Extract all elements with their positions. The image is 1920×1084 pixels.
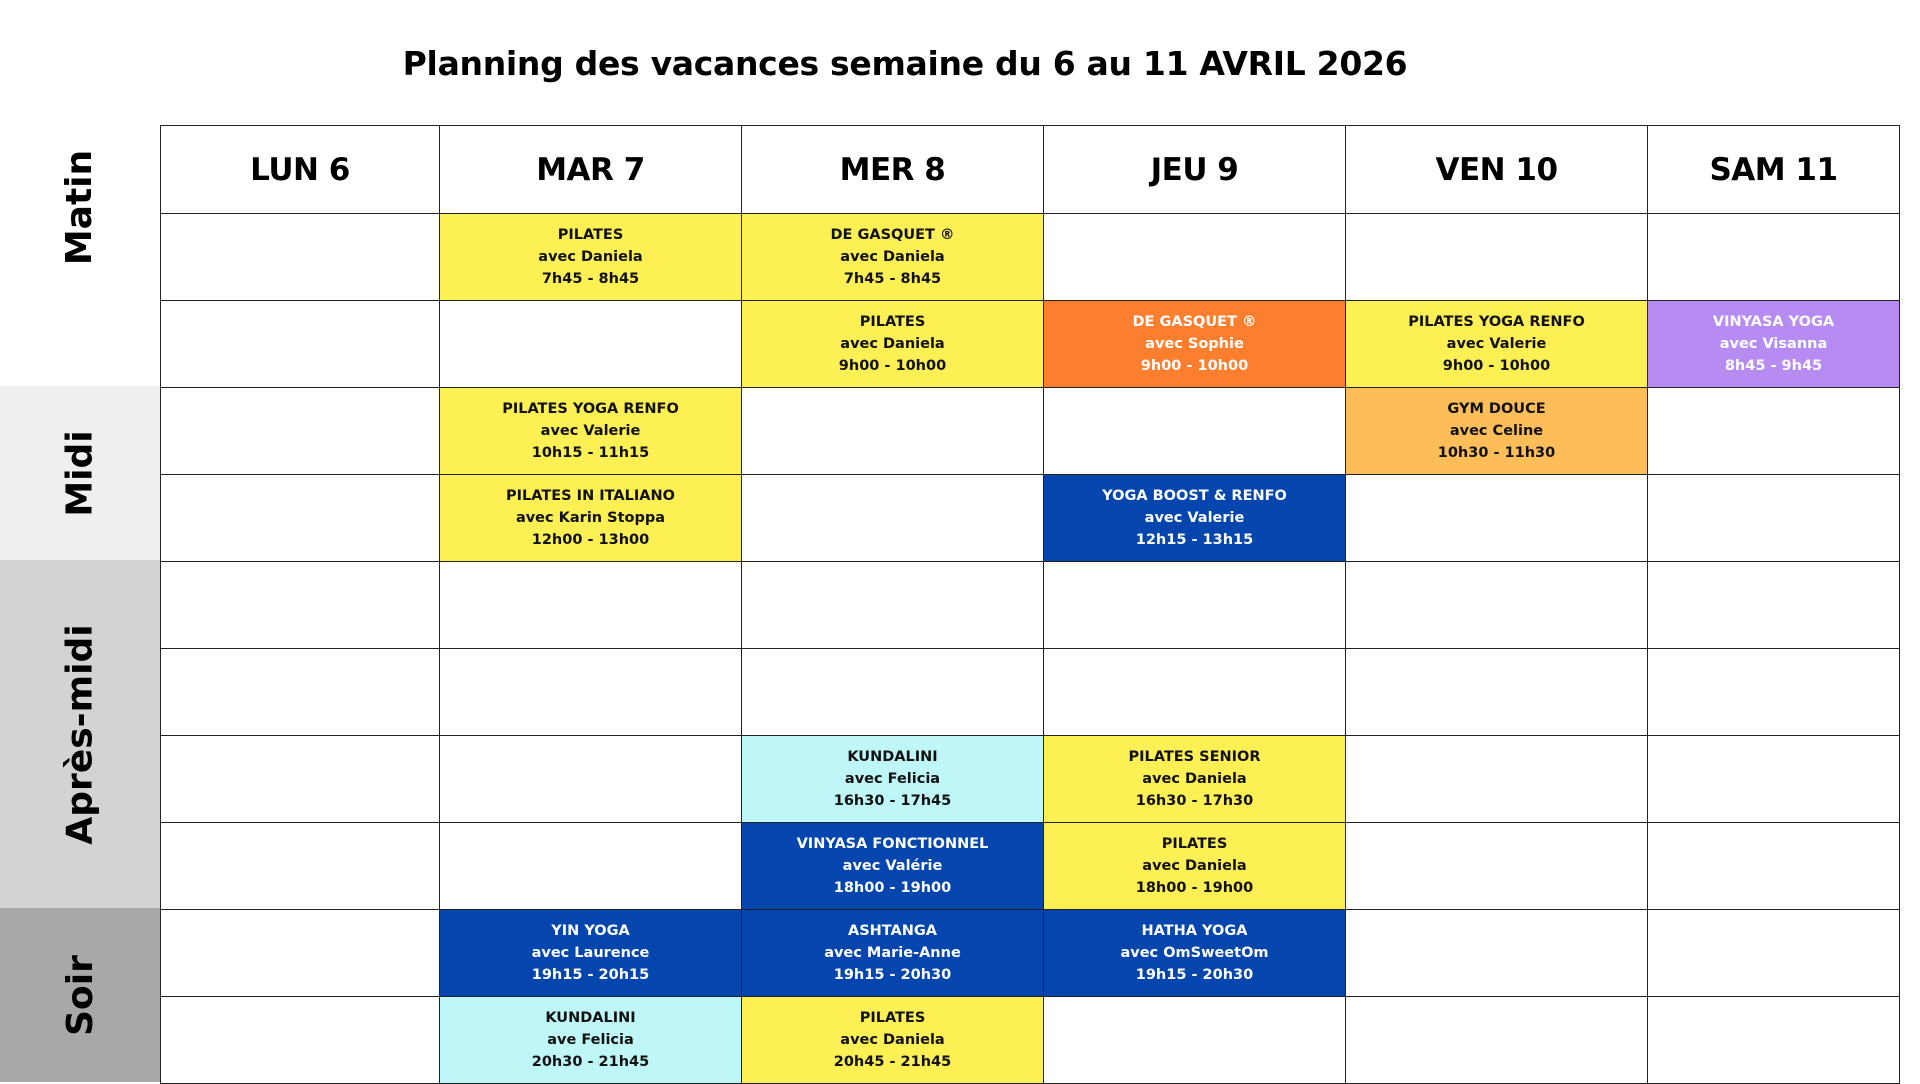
class-cell[interactable] — [742, 823, 1044, 910]
class-teacher: avec Daniela — [840, 1032, 945, 1048]
class-teacher: avec Visanna — [1719, 336, 1828, 352]
class-cell[interactable] — [1044, 301, 1346, 388]
period-band — [0, 0, 160, 386]
time-slot-row — [161, 562, 1900, 649]
empty-cell — [1346, 562, 1648, 649]
period-band — [0, 386, 160, 560]
class-name: YOGA BOOST & RENFO — [1102, 488, 1287, 504]
class-teacher: avec Valérie — [842, 858, 943, 874]
class-time: 10h15 - 11h15 — [531, 445, 650, 461]
empty-cell — [1346, 823, 1648, 910]
class-time: 9h00 - 10h00 — [1140, 358, 1249, 374]
class-time: 12h00 - 13h00 — [531, 532, 650, 548]
class-name: PILATES IN ITALIANO — [506, 488, 675, 504]
class-time: 20h30 - 21h45 — [531, 1054, 650, 1070]
class-teacher: avec Daniela — [1142, 858, 1247, 874]
class-name: KUNDALINI — [847, 749, 938, 765]
empty-cell — [742, 388, 1044, 475]
page-title: Planning des vacances semaine du 6 au 11 AVRIL 2026 — [402, 44, 1408, 83]
empty-cell — [742, 475, 1044, 562]
class-cell[interactable] — [440, 910, 742, 997]
empty-cell — [1044, 649, 1346, 736]
empty-cell — [440, 823, 742, 910]
day-header-lun: LUN 6 — [161, 126, 440, 214]
class-time: 18h00 - 19h00 — [1135, 880, 1254, 896]
empty-cell — [161, 388, 440, 475]
class-time: 12h15 - 13h15 — [1135, 532, 1254, 548]
period-band — [0, 908, 160, 1082]
empty-cell — [1648, 823, 1900, 910]
empty-cell — [440, 301, 742, 388]
class-cell[interactable] — [742, 910, 1044, 997]
class-teacher: ave Felicia — [547, 1032, 634, 1048]
class-teacher: avec Laurence — [531, 945, 650, 961]
class-cell[interactable] — [1044, 910, 1346, 997]
empty-cell — [161, 997, 440, 1084]
class-teacher: avec Valerie — [1446, 336, 1547, 352]
class-teacher: avec Daniela — [840, 249, 945, 265]
class-name: VINYASA YOGA — [1712, 314, 1835, 330]
time-slot-row — [161, 910, 1900, 997]
empty-cell — [1346, 649, 1648, 736]
class-cell[interactable] — [440, 214, 742, 301]
class-name: PILATES — [859, 1010, 926, 1026]
empty-cell — [1648, 562, 1900, 649]
schedule-body — [161, 214, 1900, 1084]
time-slot-row — [161, 997, 1900, 1084]
class-cell[interactable] — [440, 997, 742, 1084]
class-teacher: avec Karin Stoppa — [515, 510, 666, 526]
period-label: Soir — [59, 954, 101, 1036]
class-cell[interactable] — [440, 475, 742, 562]
class-name: DE GASQUET ® — [830, 227, 955, 243]
class-teacher: avec Celine — [1449, 423, 1544, 439]
class-name: YIN YOGA — [551, 923, 630, 939]
empty-cell — [1346, 997, 1648, 1084]
day-header-jeu: JEU 9 — [1044, 126, 1346, 214]
empty-cell — [440, 649, 742, 736]
class-cell[interactable] — [1648, 301, 1900, 388]
class-cell[interactable] — [1346, 388, 1648, 475]
empty-cell — [161, 214, 440, 301]
empty-cell — [161, 823, 440, 910]
empty-cell — [1346, 910, 1648, 997]
class-teacher: avec Sophie — [1145, 336, 1244, 352]
class-cell[interactable] — [742, 736, 1044, 823]
empty-cell — [742, 562, 1044, 649]
empty-cell — [440, 562, 742, 649]
empty-cell — [1346, 214, 1648, 301]
empty-cell — [1648, 214, 1900, 301]
class-teacher: avec Daniela — [840, 336, 945, 352]
day-header-mer: MER 8 — [742, 126, 1044, 214]
time-slot-row — [161, 649, 1900, 736]
class-cell[interactable] — [1044, 736, 1346, 823]
class-time: 20h45 - 21h45 — [833, 1054, 952, 1070]
class-time: 7h45 - 8h45 — [843, 271, 942, 287]
class-time: 19h15 - 20h30 — [1135, 967, 1254, 983]
empty-cell — [1346, 475, 1648, 562]
time-slot-row — [161, 475, 1900, 562]
class-name: PILATES YOGA RENFO — [1408, 314, 1585, 330]
class-time: 19h15 - 20h30 — [833, 967, 952, 983]
day-header-mar: MAR 7 — [440, 126, 742, 214]
class-time: 16h30 - 17h30 — [1135, 793, 1254, 809]
time-slot-row — [161, 736, 1900, 823]
class-cell[interactable] — [1044, 475, 1346, 562]
empty-cell — [1044, 388, 1346, 475]
empty-cell — [1648, 649, 1900, 736]
empty-cell — [1648, 736, 1900, 823]
empty-cell — [1044, 214, 1346, 301]
empty-cell — [161, 562, 440, 649]
class-name: PILATES SENIOR — [1128, 749, 1261, 765]
class-cell[interactable] — [1044, 823, 1346, 910]
class-name: VINYASA FONCTIONNEL — [796, 836, 989, 852]
time-slot-row — [161, 823, 1900, 910]
class-time: 18h00 - 19h00 — [833, 880, 952, 896]
empty-cell — [161, 649, 440, 736]
day-header-row — [161, 126, 1900, 214]
class-time: 16h30 - 17h45 — [833, 793, 952, 809]
class-time: 9h00 - 10h00 — [1442, 358, 1551, 374]
class-name: ASHTANGA — [847, 923, 938, 939]
class-time: 9h00 - 10h00 — [838, 358, 947, 374]
class-teacher: avec Valerie — [1144, 510, 1245, 526]
time-slot-row — [161, 388, 1900, 475]
class-cell[interactable] — [1346, 301, 1648, 388]
class-name: PILATES YOGA RENFO — [502, 401, 679, 417]
class-name: GYM DOUCE — [1447, 401, 1546, 417]
period-band — [0, 560, 160, 908]
empty-cell — [440, 736, 742, 823]
empty-cell — [1044, 997, 1346, 1084]
period-label: Après-midi — [59, 623, 101, 845]
empty-cell — [1044, 562, 1346, 649]
class-cell[interactable] — [742, 997, 1044, 1084]
class-teacher: avec OmSweetOm — [1120, 945, 1269, 961]
class-name: PILATES — [859, 314, 926, 330]
class-time: 19h15 - 20h15 — [531, 967, 650, 983]
empty-cell — [1648, 475, 1900, 562]
class-cell[interactable] — [742, 214, 1044, 301]
class-name: KUNDALINI — [545, 1010, 636, 1026]
class-teacher: avec Felicia — [844, 771, 941, 787]
class-name: DE GASQUET ® — [1132, 314, 1257, 330]
class-time: 7h45 - 8h45 — [541, 271, 640, 287]
period-label: Midi — [59, 429, 101, 517]
empty-cell — [161, 475, 440, 562]
time-slot-row — [161, 214, 1900, 301]
day-header-sam: SAM 11 — [1648, 126, 1900, 214]
class-time: 10h30 - 11h30 — [1437, 445, 1556, 461]
class-cell[interactable] — [440, 388, 742, 475]
day-header-ven: VEN 10 — [1346, 126, 1648, 214]
class-time: 8h45 - 9h45 — [1724, 358, 1823, 374]
class-teacher: avec Daniela — [1142, 771, 1247, 787]
empty-cell — [1648, 910, 1900, 997]
period-label: Matin — [59, 149, 101, 266]
schedule-table — [160, 125, 1900, 1084]
empty-cell — [1648, 388, 1900, 475]
time-slot-row — [161, 301, 1900, 388]
class-teacher: avec Valerie — [540, 423, 641, 439]
empty-cell — [1346, 736, 1648, 823]
empty-cell — [161, 910, 440, 997]
empty-cell — [161, 301, 440, 388]
class-name: PILATES — [557, 227, 624, 243]
empty-cell — [742, 649, 1044, 736]
class-teacher: avec Daniela — [538, 249, 643, 265]
class-teacher: avec Marie-Anne — [824, 945, 961, 961]
empty-cell — [161, 736, 440, 823]
class-name: PILATES — [1161, 836, 1228, 852]
class-cell[interactable] — [742, 301, 1044, 388]
class-name: HATHA YOGA — [1141, 923, 1248, 939]
empty-cell — [1648, 997, 1900, 1084]
